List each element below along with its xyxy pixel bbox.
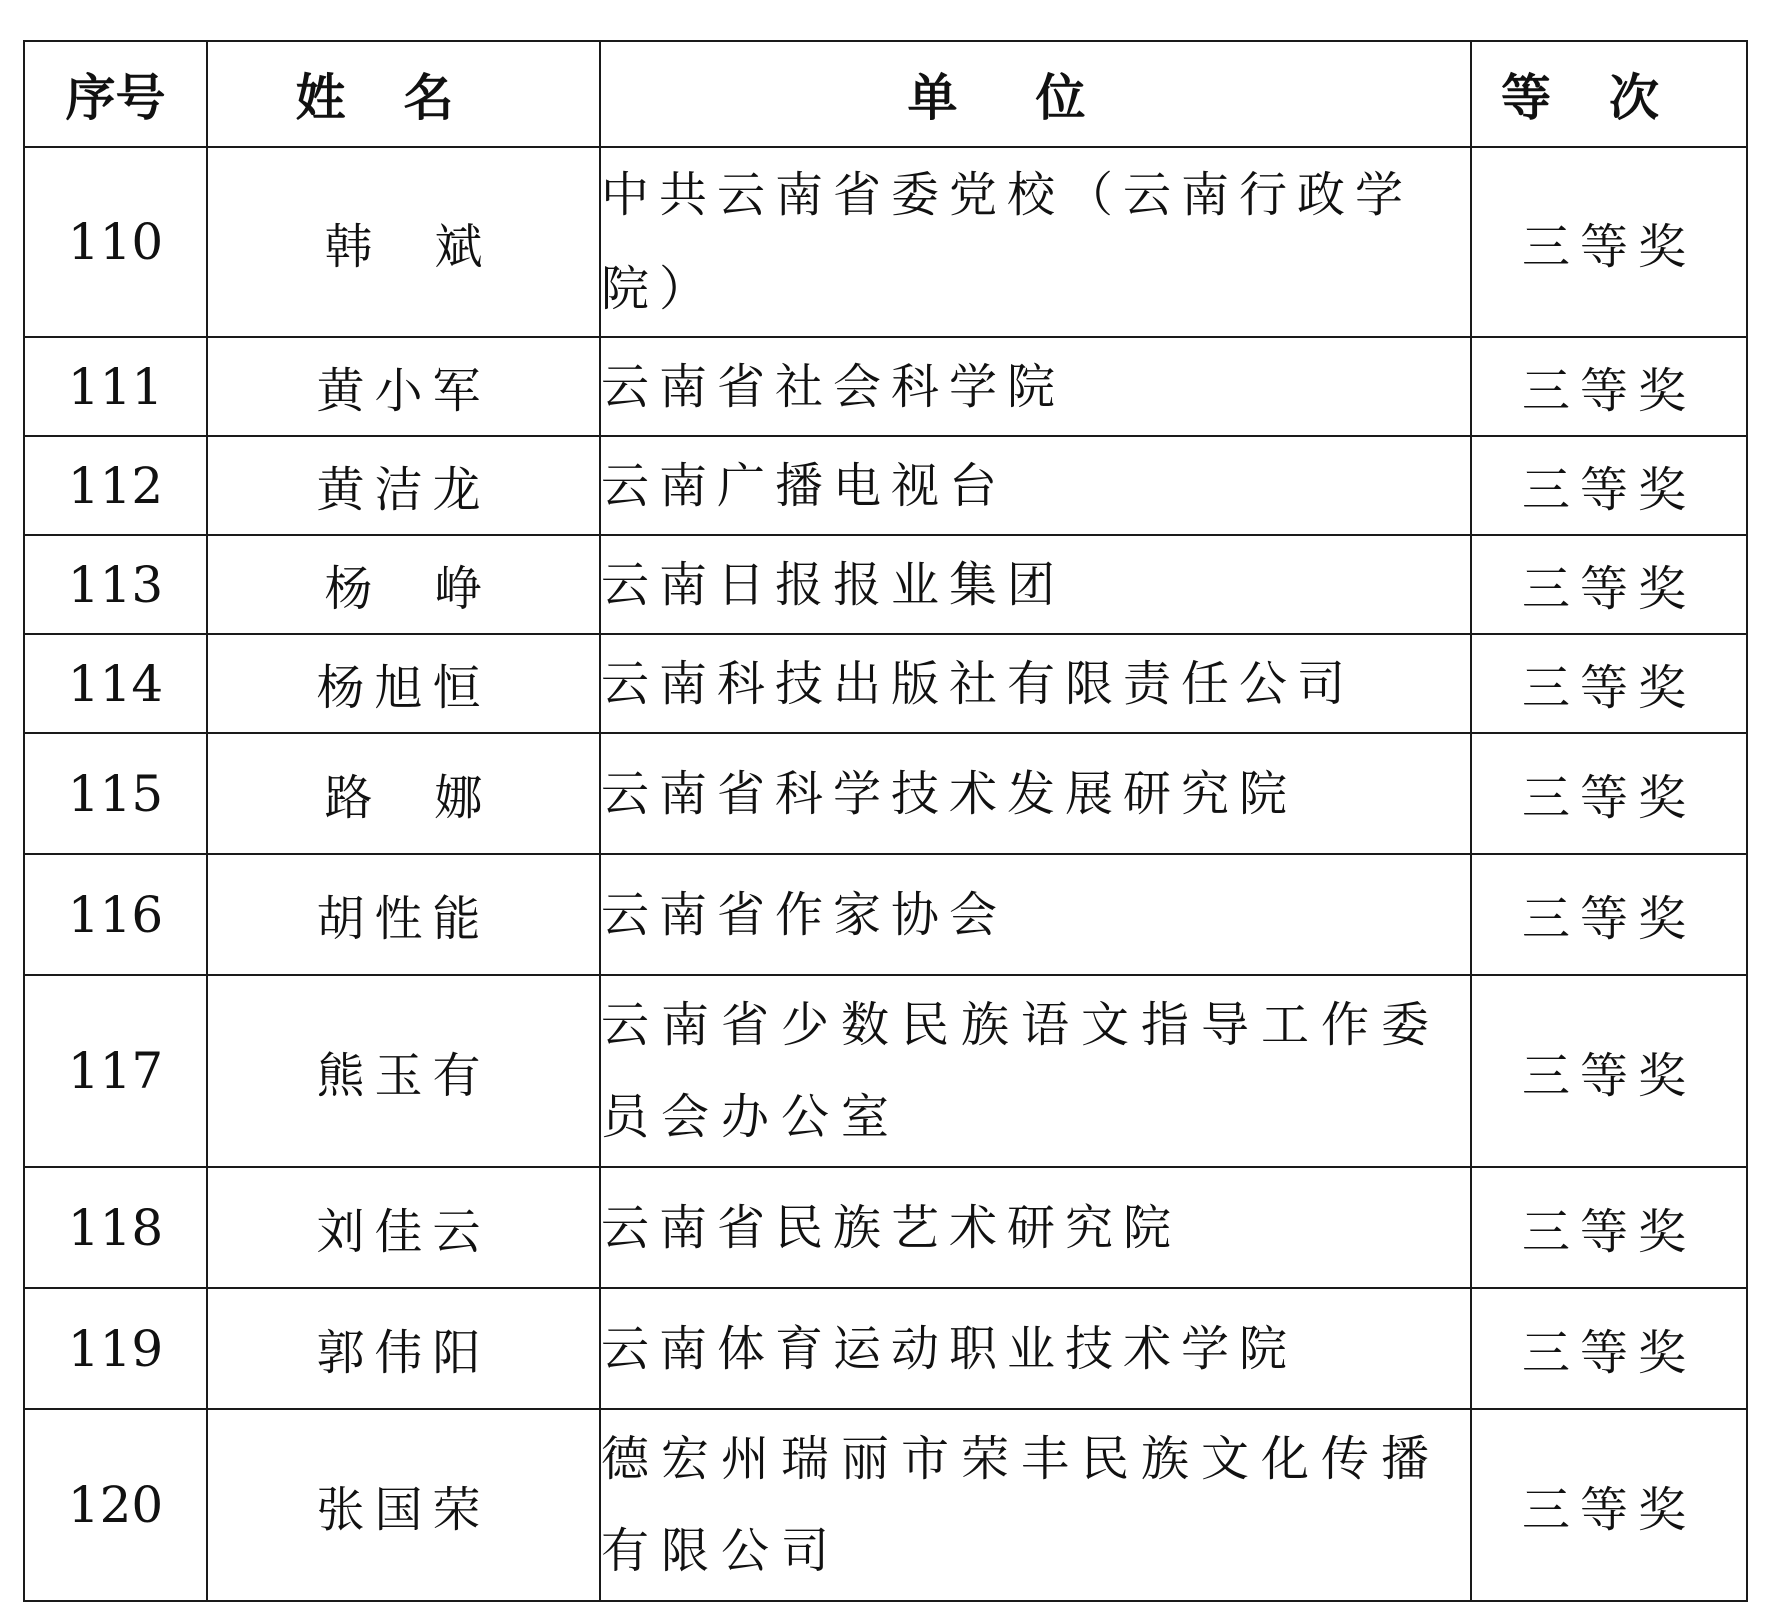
row-grade: 三等奖 <box>1471 1288 1747 1409</box>
table-row <box>24 535 1747 634</box>
row-name: 路娜 <box>207 733 600 854</box>
table-row <box>24 147 1747 337</box>
row-grade: 三等奖 <box>1471 975 1747 1167</box>
row-unit: 云南省社会科学院 <box>600 337 1471 436</box>
row-name: 熊玉有 <box>207 975 600 1167</box>
table-row <box>24 1288 1747 1409</box>
row-no: 119 <box>24 1288 207 1409</box>
row-name: 黄小军 <box>207 337 600 436</box>
row-unit: 德宏州瑞丽市荣丰民族文化传播有限公司 <box>600 1409 1471 1601</box>
row-no: 113 <box>24 535 207 634</box>
row-grade: 三等奖 <box>1471 634 1747 733</box>
row-grade: 三等奖 <box>1471 1409 1747 1601</box>
row-unit: 云南科技出版社有限责任公司 <box>600 634 1471 733</box>
row-unit: 云南省民族艺术研究院 <box>600 1167 1471 1288</box>
row-name: 张国荣 <box>207 1409 600 1601</box>
row-unit: 云南广播电视台 <box>600 436 1471 535</box>
award-table <box>23 40 1748 1602</box>
table-row <box>24 634 1747 733</box>
row-name: 杨峥 <box>207 535 600 634</box>
row-no: 114 <box>24 634 207 733</box>
row-unit: 云南体育运动职业技术学院 <box>600 1288 1471 1409</box>
row-name: 杨旭恒 <box>207 634 600 733</box>
row-unit: 云南省少数民族语文指导工作委员会办公室 <box>600 975 1471 1167</box>
row-no: 118 <box>24 1167 207 1288</box>
row-no: 111 <box>24 337 207 436</box>
row-no: 120 <box>24 1409 207 1601</box>
row-name: 胡性能 <box>207 854 600 975</box>
row-no: 115 <box>24 733 207 854</box>
table-row <box>24 1167 1747 1288</box>
row-name: 韩斌 <box>207 147 600 337</box>
row-grade: 三等奖 <box>1471 535 1747 634</box>
row-unit: 中共云南省委党校（云南行政学院） <box>600 147 1471 337</box>
row-grade: 三等奖 <box>1471 1167 1747 1288</box>
row-no: 112 <box>24 436 207 535</box>
table-row <box>24 975 1747 1167</box>
row-grade: 三等奖 <box>1471 854 1747 975</box>
table-header <box>24 41 1747 147</box>
row-name: 郭伟阳 <box>207 1288 600 1409</box>
row-name: 黄洁龙 <box>207 436 600 535</box>
table-body <box>24 147 1747 1601</box>
row-grade: 三等奖 <box>1471 733 1747 854</box>
table-row <box>24 733 1747 854</box>
row-no: 110 <box>24 147 207 337</box>
table-row <box>24 337 1747 436</box>
table-row <box>24 854 1747 975</box>
row-name: 刘佳云 <box>207 1167 600 1288</box>
row-unit: 云南日报报业集团 <box>600 535 1471 634</box>
header-no: 序号 <box>24 41 207 147</box>
row-unit: 云南省作家协会 <box>600 854 1471 975</box>
row-grade: 三等奖 <box>1471 147 1747 337</box>
header-grade: 等次 <box>1471 41 1747 147</box>
row-unit: 云南省科学技术发展研究院 <box>600 733 1471 854</box>
row-no: 116 <box>24 854 207 975</box>
header-unit: 单位 <box>600 41 1471 147</box>
table-row <box>24 1409 1747 1601</box>
table-row <box>24 436 1747 535</box>
row-no: 117 <box>24 975 207 1167</box>
row-grade: 三等奖 <box>1471 337 1747 436</box>
header-name: 姓名 <box>207 41 600 147</box>
row-grade: 三等奖 <box>1471 436 1747 535</box>
